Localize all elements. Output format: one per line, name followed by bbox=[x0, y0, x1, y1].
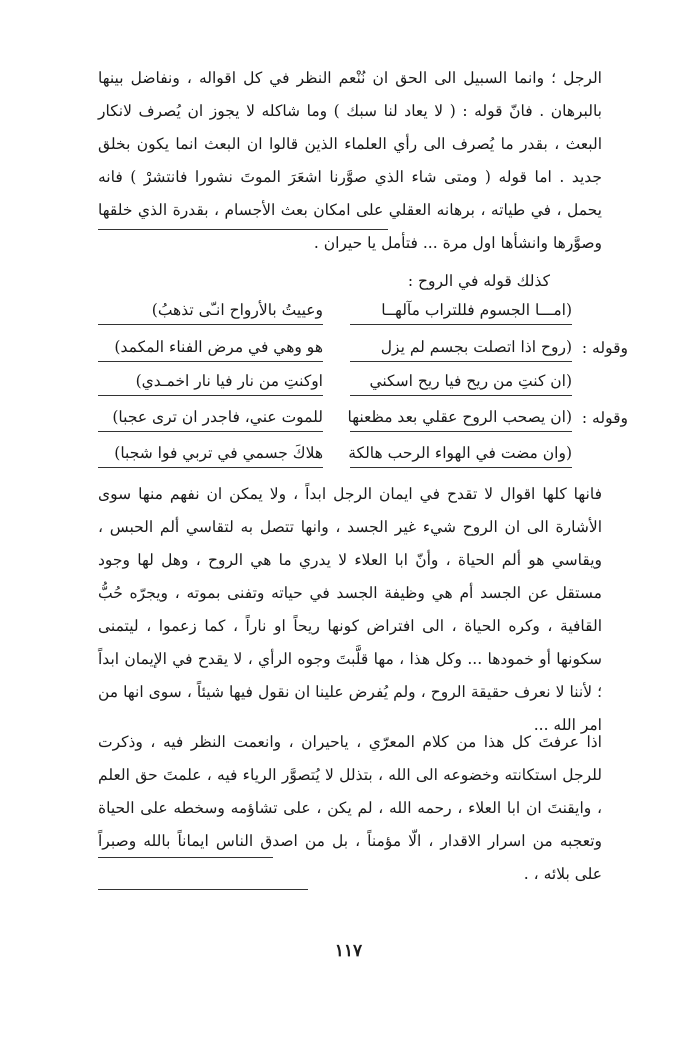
verse-hemistich-second: وعييتُ بالأرواح انـّى تذهبُ) bbox=[98, 298, 323, 325]
underline-mark bbox=[98, 889, 308, 890]
verse-hemistich-second: للموت عني، فاجدر ان ترى عجبا) bbox=[98, 405, 323, 432]
verse-hemistich-first: (امـــا الجسوم فللتراب مآلهــا bbox=[350, 298, 572, 325]
verse-hemistich-first: (ان كنتِ من ريح فيا ريح اسكني bbox=[350, 369, 572, 396]
paragraph-2: فانها كلها اقوال لا تقدح في ايمان الرجل ابداً ، ولا يمكن ان نفهم منها سوى الأشارة الى ان الروح شيء غير الجسد ، وانها تتصل به لتقاسي ألم الحبس ، ويقاسي هو ألم الحياة ، وأنّ ابا العلاء لا يدري ما هي الروح ، وهل لها وجود مستقل عن الجسد أم هي وظيفة الجسد في حياته وتفنى بموته ، ويجرّه حُبُّ القافية ، وكره الحياة ، الى افتراض كونها ريحاً او ناراً ، كما زعموا ، ليتمنى سكونها أو خمودها ... وكل هذا ، مها قلَّبتَ وجوه الرأي ، لا يقدح في الإيمان ابداً ؛ لأننا لا نعرف حقيقة الروح ، ولم يُفرض علينا ان نقول فيها شيئاً ، سوى انها من امر الله ... bbox=[98, 485, 602, 734]
verse-hemistich-first: (وان مضت في الهواء الرحب هالكة bbox=[350, 441, 572, 468]
verse-row bbox=[98, 333, 628, 363]
verse-hemistich-second: اوكنتِ من نار فيا نار اخمـدي) bbox=[98, 369, 323, 396]
verse-row bbox=[98, 367, 628, 397]
verse-label: وقوله : bbox=[581, 339, 628, 357]
verse-hemistich-first: (روح اذا اتصلت بجسم لم يزل bbox=[350, 335, 572, 362]
section-intro: كذلك قوله في الروح : bbox=[407, 272, 550, 290]
verse-hemistich-second: هلاكَ جسمي في تربي فوا شجبا) bbox=[98, 441, 323, 468]
underline-mark bbox=[98, 229, 388, 230]
underline-mark bbox=[98, 857, 273, 858]
paragraph-1: الرجل ؛ وانما السبيل الى الحق ان نُنْعم النظر في كل اقواله ، ونفاضل بينها بالبرهان . فانّ قوله : ( لا يعاد لنا سبك ) وما شاكله لا يجوز ان يُصرف لانكار البعث ، بقدر ما يُصرف الى رأي العلماء الذين قالوا ان البعث انما يكون بخلق جديد . اما قوله ( ومتى شاء الذي صوَّرنا اشعَرَ الموتَ نشورا فانتشرْ ) فانه يحمل ، في طياته ، برهانه العقلي على امكان بعث الأجسام ، بقدرة الذي خلقها وصوَّرها وانشأها اول مرة ... فتأمل يا حيران . bbox=[98, 69, 602, 252]
verse-label: وقوله : bbox=[581, 409, 628, 427]
paragraph-3: اذا عرفتَ كل هذا من كلام المعرّي ، ياحيران ، وانعمت النظر فيه ، وذكرت للرجل استكانته وخضوعه الى الله ، بتذلل لا يُتصوَّر الرياء فيه ، علمتَ حق العلم ، وايقنتَ ان ابا العلاء ، رحمه الله ، لم يكن ، على تشاؤمه وسخطه على الحياة وتعجبه من اسرار الاقدار ، الّا مؤمناً ، بل من اصدق الناس ايماناً بالله وصبراً على بلائه ، . bbox=[98, 733, 602, 883]
verse-row bbox=[98, 403, 628, 433]
page-number: ١١٧ bbox=[334, 941, 363, 961]
verse-hemistich-second: هو وهي في مرض الفناء المكمد) bbox=[98, 335, 323, 362]
verse-row bbox=[98, 296, 628, 326]
verse-row bbox=[98, 439, 628, 469]
verse-hemistich-first: (ان يصحب الروح عقلي بعد مظعنها bbox=[350, 405, 572, 432]
